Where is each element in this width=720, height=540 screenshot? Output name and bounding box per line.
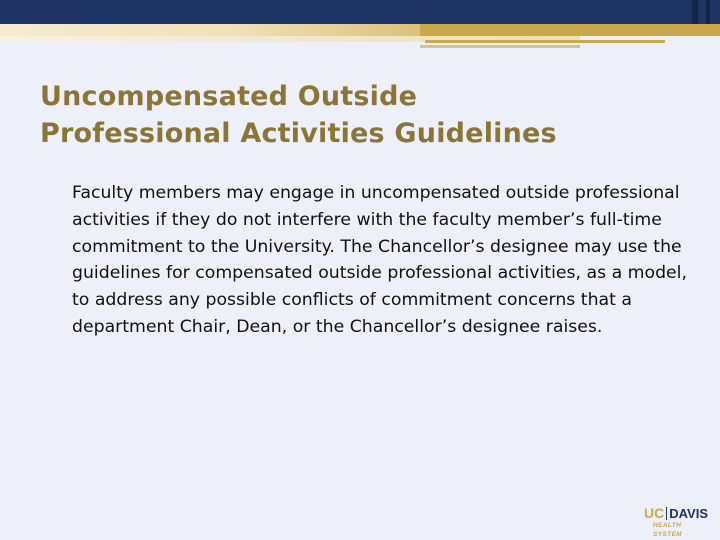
logo-uc: UC xyxy=(644,505,665,521)
slide-title-line-1: Uncompensated Outside xyxy=(40,81,418,112)
gold-band xyxy=(0,24,720,36)
gold-rule xyxy=(425,40,665,43)
logo-health-system: HEALTH SYSTEM xyxy=(653,522,683,538)
slide-title-line-2: Professional Activities Guidelines xyxy=(40,118,557,149)
header-accent-secondary xyxy=(706,0,710,24)
header-accent xyxy=(692,0,698,24)
slide-title xyxy=(40,78,690,152)
gold-rule-secondary xyxy=(420,45,580,48)
uc-davis-health-system-logo xyxy=(644,505,708,538)
logo-wordmark xyxy=(644,506,708,521)
logo-divider xyxy=(666,507,667,520)
logo-davis: DAVIS xyxy=(669,506,708,521)
gold-band-fade xyxy=(0,24,420,36)
slide-body-text: Faculty members may engage in uncompensated outside professional activities if they do not interfere with the faculty member’s full-time commitment to the University. The Chancellor’s designee may use the guidelines for compensated outside professional activities, as a model, to address any possible conflicts of commitment concerns that a department Chair, Dean, or the Chancellor’s designee raises. xyxy=(72,183,687,337)
header-bar xyxy=(0,0,720,24)
